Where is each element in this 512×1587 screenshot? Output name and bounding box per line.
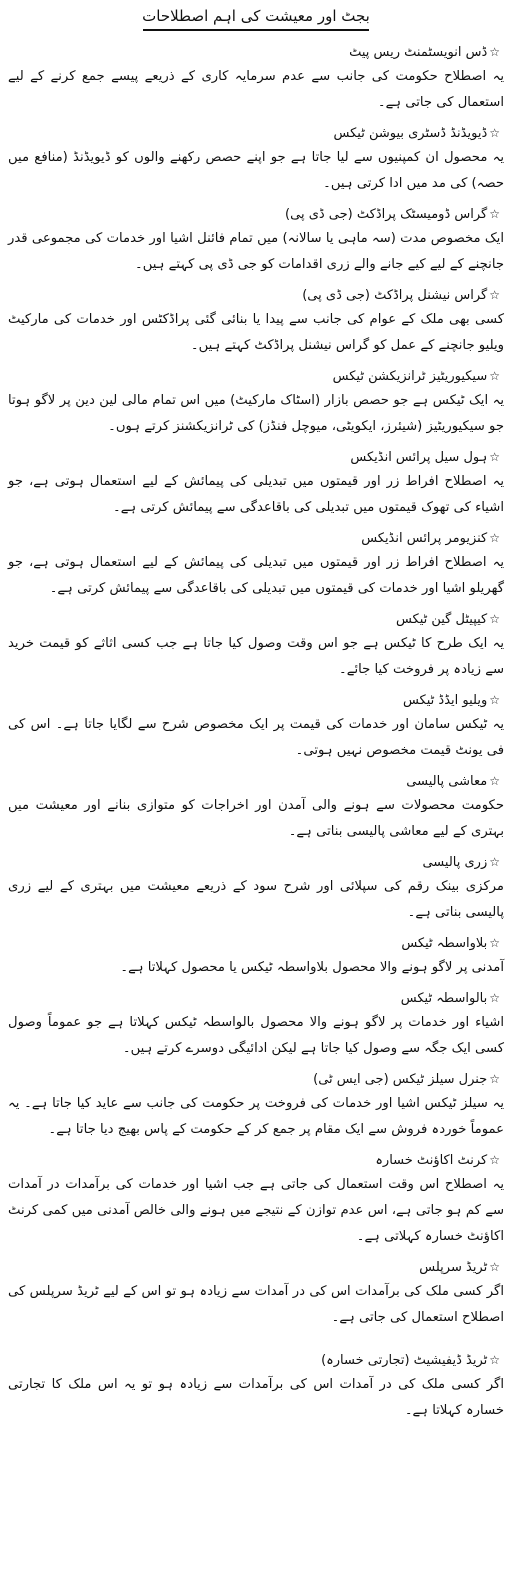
term-heading [8, 527, 504, 550]
star-icon: ☆ [489, 1153, 500, 1167]
term-label: گراس ڈومیسٹک پراڈکٹ (جی ڈی پی) [285, 207, 488, 222]
term-heading [8, 1149, 504, 1172]
star-icon: ☆ [489, 612, 500, 626]
term-label: ٹریڈ سرپلس [419, 1260, 488, 1275]
glossary-entry [8, 446, 504, 521]
glossary-entry [8, 851, 504, 926]
glossary-entry [8, 203, 504, 278]
glossary-entry [8, 41, 504, 116]
term-definition: یہ اصطلاح حکومت کی جانب سے عدم سرمایہ کاری کے ذریعے پیسے جمع کرنے کے لیے استعمال کی جاتی ہے۔ [8, 69, 504, 110]
term-definition: یہ اصطلاح افراط زر اور قیمتوں میں تبدیلی کی پیمائش کے لیے استعمال ہوتی ہے، جو گھریلو اشیا اور خدمات کی قیمتوں میں تبدیلی کی باقاعدگی سے پیمائش کرتی ہے۔ [8, 555, 504, 596]
term-label: جنرل سیلز ٹیکس (جی ایس ٹی) [313, 1072, 488, 1087]
term-definition: یہ محصول ان کمپنیوں سے لیا جاتا ہے جو اپنے حصص رکھنے والوں کو ڈیویڈنڈ (منافع میں حصہ) کی مد میں ادا کرتی ہیں۔ [8, 150, 504, 191]
term-heading [8, 1349, 504, 1372]
term-definition: اگر کسی ملک کی برآمدات اس کی در آمدات سے زیادہ ہو تو اس کے لیے ٹریڈ سرپلس کی اصطلاح استعمال کی جاتی ہے۔ [8, 1284, 504, 1325]
term-definition: اشیاء اور خدمات پر لاگو ہونے والا محصول بالواسطہ ٹیکس کہلاتا ہے جو عموماً وصول کسی ایک جگہ سے وصول کیا جاتا ہے لیکن ادائیگی دوسرے کرتے ہیں۔ [8, 1015, 504, 1056]
star-icon: ☆ [489, 693, 500, 707]
term-label: بالواسطہ ٹیکس [400, 991, 488, 1006]
star-icon: ☆ [489, 855, 500, 869]
term-definition: یہ ایک ٹیکس ہے جو حصص بازار (اسٹاک مارکیٹ) میں اس تمام مالی لین دین پر لاگو ہوتا جو سیکیوریٹیز (شیئرز، ایکویٹی، میوچل فنڈز) کی ٹرانزیکشنز کرتے ہوں۔ [8, 393, 504, 434]
term-heading [8, 122, 504, 145]
glossary-entry [8, 770, 504, 845]
glossary-entry [8, 689, 504, 764]
star-icon: ☆ [489, 531, 500, 545]
star-icon: ☆ [489, 1260, 500, 1274]
term-heading [8, 1068, 504, 1091]
term-definition: یہ ایک طرح کا ٹیکس ہے جو اس وقت وصول کیا جاتا ہے جب کسی اثاثے کو قیمت خرید سے زیادہ پر فروخت کیا جائے۔ [8, 636, 504, 677]
star-icon: ☆ [489, 288, 500, 302]
glossary-entry [8, 1068, 504, 1143]
term-label: ویلیو ایڈڈ ٹیکس [402, 693, 488, 708]
term-heading [8, 851, 504, 874]
term-heading [8, 987, 504, 1010]
term-heading [8, 608, 504, 631]
star-icon: ☆ [489, 991, 500, 1005]
term-label: کنزیومر پرائس انڈیکس [361, 531, 488, 546]
term-label: کیپیٹل گین ٹیکس [395, 612, 488, 627]
term-definition: ایک مخصوص مدت (سہ ماہی یا سالانہ) میں تمام فائنل اشیا اور خدمات کی مجموعی قدر جانچنے کے لیے کیے جانے والے زری اقدامات کو جی ڈی پی کہتے ہیں۔ [8, 231, 504, 272]
term-label: ڈیویڈنڈ ڈسٹری بیوشن ٹیکس [333, 126, 488, 141]
star-icon: ☆ [489, 774, 500, 788]
star-icon: ☆ [489, 1353, 500, 1367]
term-definition: یہ اصطلاح اس وقت استعمال کی جاتی ہے جب اشیا اور خدمات کی برآمدات در آمدات سے کم ہو جاتی ہے، اس عدم توازن کے نتیجے میں ہونے والی خالص آمدنی میں کمی کرنٹ اکاؤنٹ خسارہ کہلاتی ہے۔ [8, 1177, 504, 1244]
star-icon: ☆ [489, 207, 500, 221]
term-label: بلاواسطہ ٹیکس [401, 936, 488, 951]
term-label: معاشی پالیسی [406, 774, 488, 789]
term-definition: یہ ٹیکس سامان اور خدمات کی قیمت پر ایک مخصوص شرح سے لگایا جاتا ہے۔ اس کی فی یونٹ قیمت مخصوص نہیں ہوتی۔ [8, 717, 504, 758]
term-label: کرنٹ اکاؤنٹ خسارہ [375, 1153, 488, 1168]
term-label: ہول سیل پرائس انڈیکس [350, 450, 488, 465]
term-heading [8, 446, 504, 469]
article-title: بجٹ اور معیشت کی اہم اصطلاحات [142, 7, 370, 25]
term-heading [8, 689, 504, 712]
glossary-entry [8, 1349, 504, 1424]
term-label: ڈس انویسٹمنٹ ریس پیٹ [349, 45, 488, 60]
term-definition: آمدنی پر لاگو ہونے والا محصول بلاواسطہ ٹیکس یا محصول کہلاتا ہے۔ [120, 960, 504, 975]
glossary-entry [8, 1256, 504, 1331]
term-heading [8, 203, 504, 226]
title-underline [143, 29, 369, 31]
glossary-entry [8, 987, 504, 1062]
term-heading [8, 41, 504, 64]
term-label: سیکیوریٹیز ٹرانزیکشن ٹیکس [332, 369, 488, 384]
term-label: زری پالیسی [422, 855, 488, 870]
term-definition: اگر کسی ملک کی در آمدات اس کی برآمدات سے زیادہ ہو تو یہ اس ملک کا تجارتی خسارہ کہلاتا ہے۔ [8, 1377, 504, 1418]
term-heading [8, 284, 504, 307]
term-heading [8, 365, 504, 388]
star-icon: ☆ [489, 126, 500, 140]
glossary-entry [8, 932, 504, 981]
star-icon: ☆ [489, 45, 500, 59]
glossary-entry [8, 1149, 504, 1250]
star-icon: ☆ [489, 936, 500, 950]
term-label: گراس نیشنل پراڈکٹ (جی ڈی پی) [302, 288, 488, 303]
term-definition: مرکزی بینک رقم کی سپلائی اور شرح سود کے ذریعے معیشت میں بہتری کے لیے زری پالیسی بناتی ہے۔ [8, 879, 504, 920]
term-definition: کسی بھی ملک کے عوام کی جانب سے پیدا یا بنائی گئی پراڈکٹس اور خدمات کی مارکیٹ ویلیو جانچنے کے عمل کو گراس نیشنل پراڈکٹ کہتے ہیں۔ [8, 312, 504, 353]
star-icon: ☆ [489, 450, 500, 464]
term-heading [8, 932, 504, 955]
star-icon: ☆ [489, 369, 500, 383]
glossary-entry [8, 122, 504, 197]
term-heading [8, 1256, 504, 1279]
star-icon: ☆ [489, 1072, 500, 1086]
glossary-entry [8, 527, 504, 602]
glossary-list [8, 41, 504, 1424]
glossary-entry [8, 608, 504, 683]
term-definition: یہ سیلز ٹیکس اشیا اور خدمات کی فروخت پر حکومت کی جانب سے عاید کیا جاتا ہے۔ یہ عموماً خوردہ فروش سے ایک مقام پر جمع کر کے حکومت کے پاس بھیج دیا جاتا ہے۔ [8, 1096, 504, 1137]
glossary-entry [8, 284, 504, 359]
glossary-entry [8, 365, 504, 440]
term-label: ٹریڈ ڈیفیشیٹ (تجارتی خسارہ) [321, 1353, 488, 1368]
term-heading [8, 770, 504, 793]
term-definition: حکومت محصولات سے ہونے والی آمدن اور اخراجات کو متوازی بنانے اور معیشت میں بہتری کے لیے معاشی پالیسی بناتی ہے۔ [8, 798, 504, 839]
term-definition: یہ اصطلاح افراط زر اور قیمتوں میں تبدیلی کی پیمائش کے لیے استعمال ہوتی ہے، جو اشیاء کی تھوک قیمتوں میں تبدیلی کی باقاعدگی سے پیمائش کرتی ہے۔ [8, 474, 504, 515]
